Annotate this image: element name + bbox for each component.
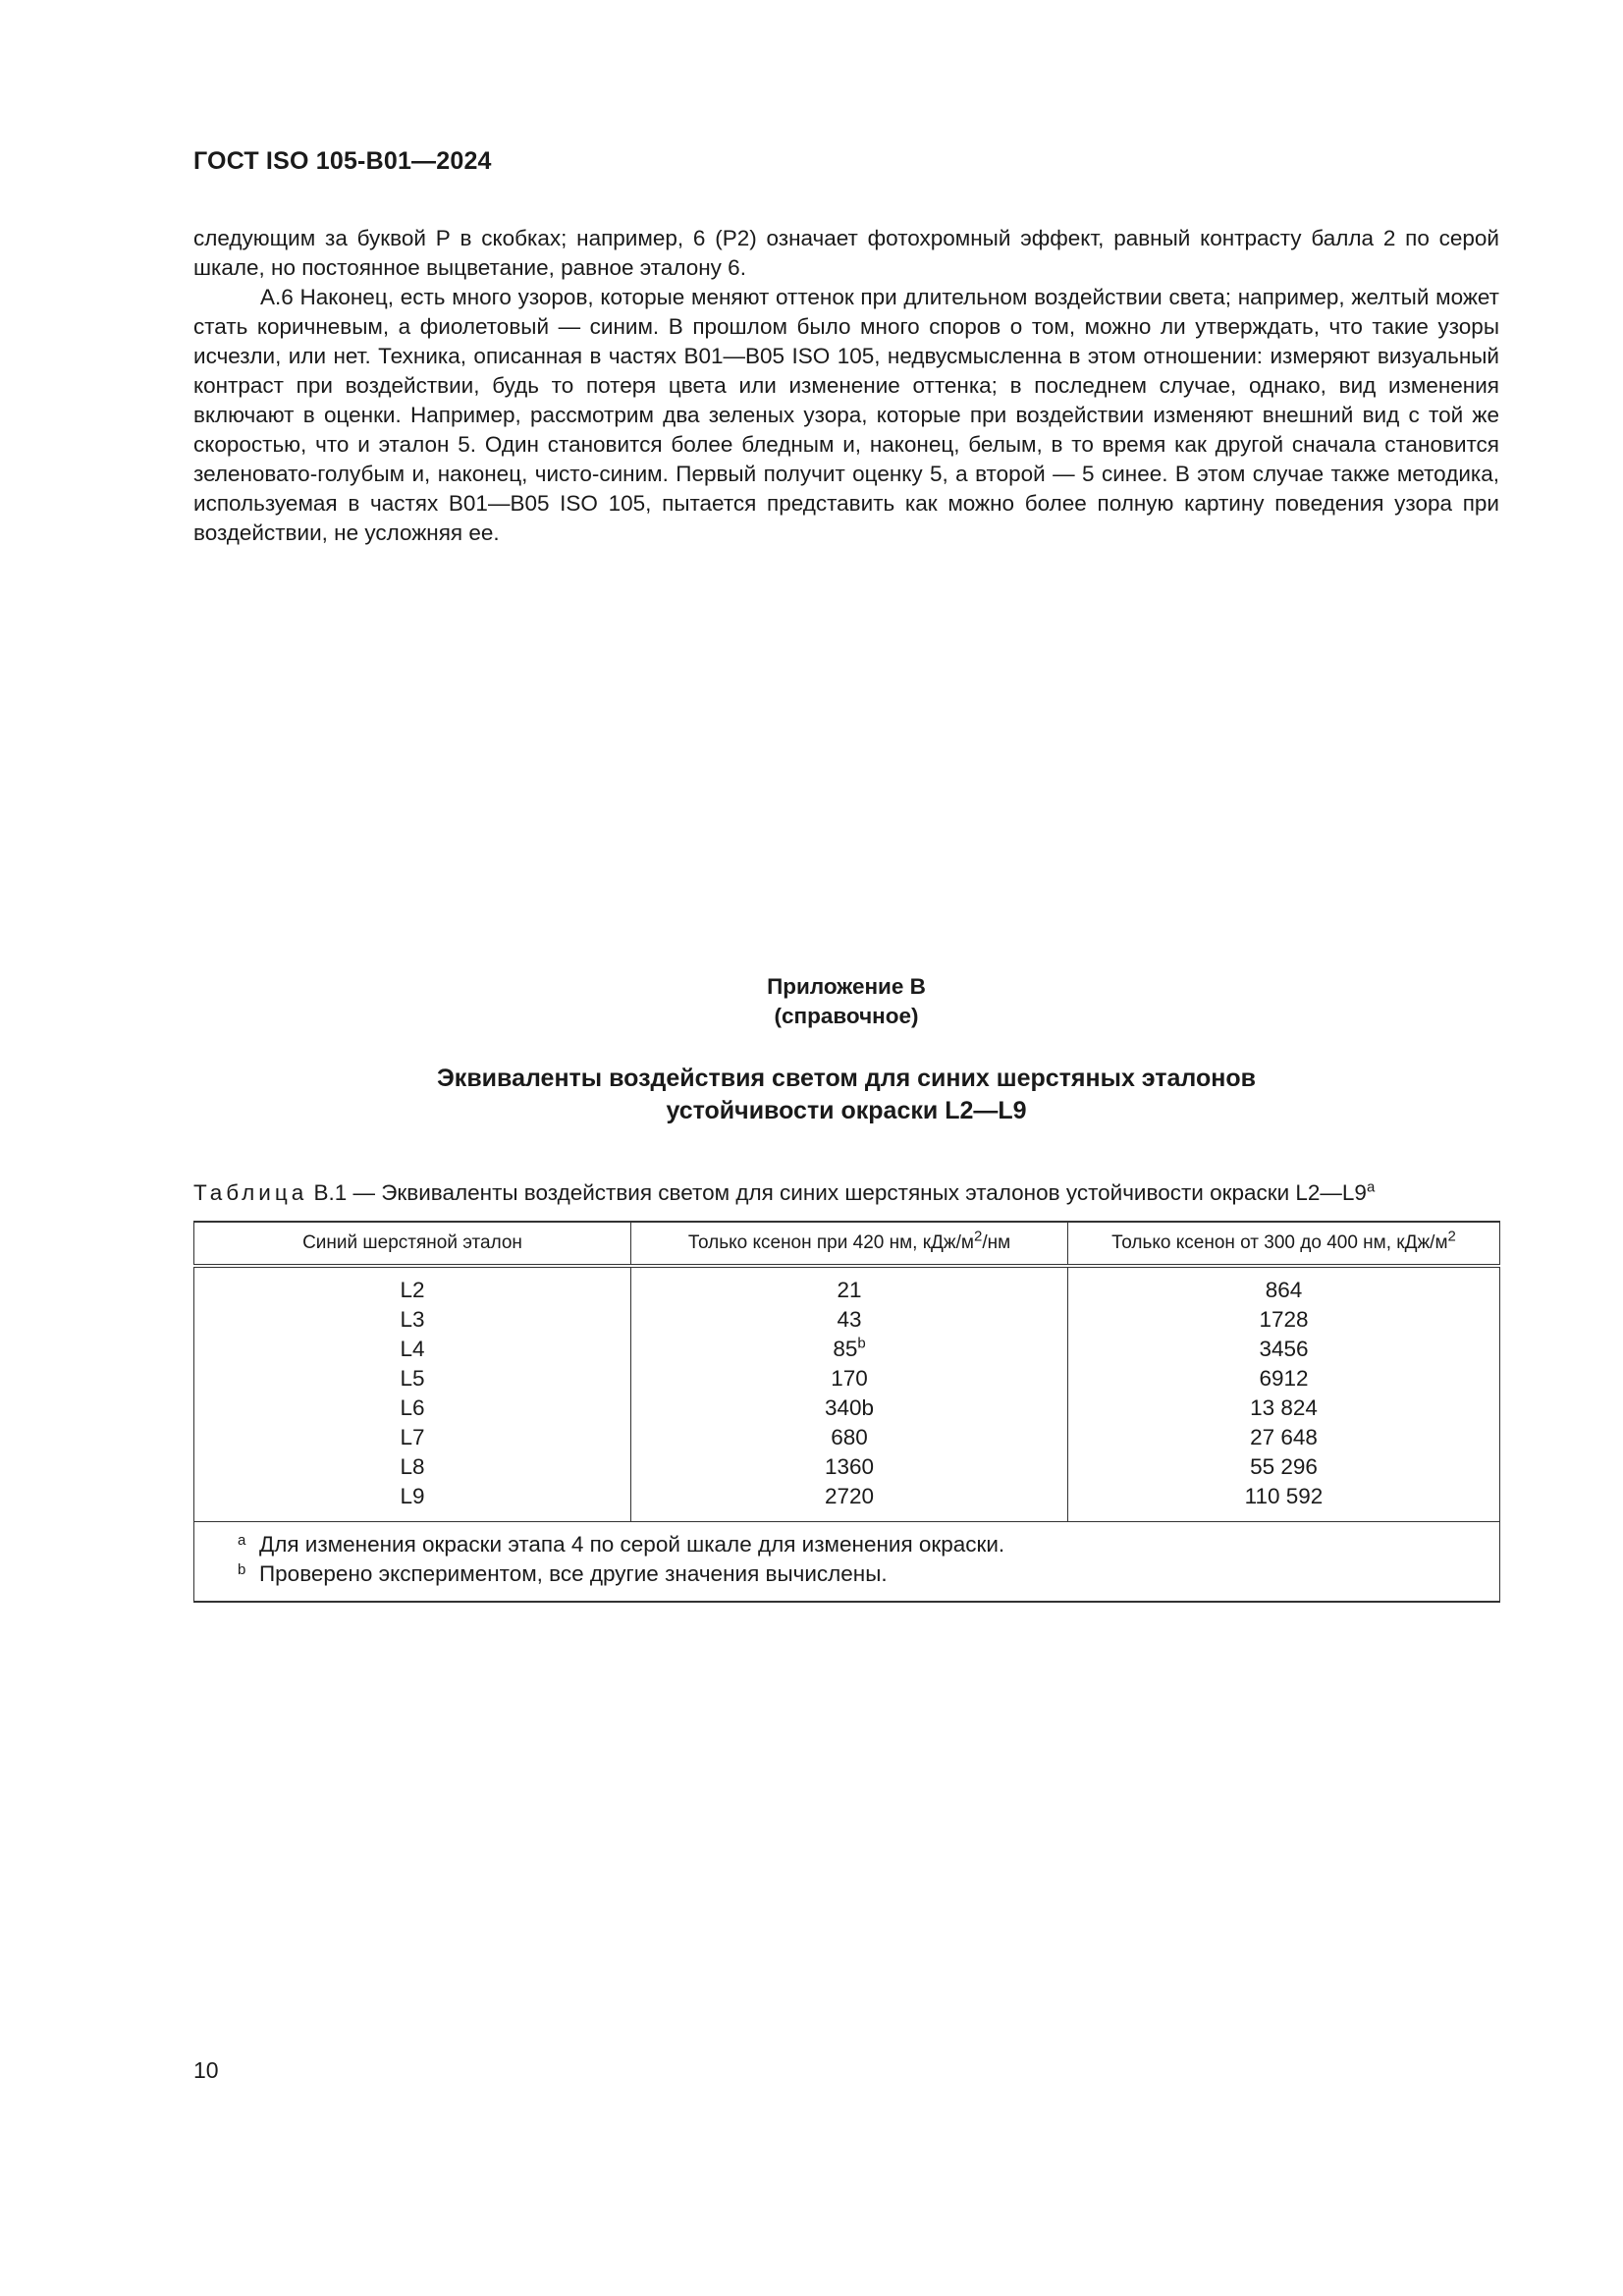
table-row (194, 1394, 1500, 1423)
footnote-reference-mark: b (857, 1335, 866, 1352)
table-caption-text: B.1 — Эквиваленты воздействия светом для синих шерстяных эталонов устойчивости окраски L2—L9 (307, 1180, 1367, 1205)
cell-xenon-420: 2720 (631, 1482, 1068, 1522)
cell-xenon-300-400: 13 824 (1068, 1394, 1500, 1423)
document-code-header: ГОСТ ISO 105-B01—2024 (193, 147, 492, 175)
cell-xenon-420: 43 (631, 1305, 1068, 1335)
footnote-b: b Проверено экспериментом, все другие значения вычислены. (238, 1561, 888, 1586)
cell-blue-wool-reference: L5 (194, 1364, 631, 1394)
cell-xenon-420: 21 (631, 1266, 1068, 1305)
table-caption-footnote-mark: a (1366, 1178, 1376, 1196)
cell-xenon-420: 680 (631, 1423, 1068, 1452)
body-text (193, 224, 1499, 548)
table-caption (193, 1178, 1509, 1208)
table-row (194, 1452, 1500, 1482)
annex-status: (справочное) (774, 1004, 919, 1028)
table-row (194, 1423, 1500, 1452)
cell-xenon-420: 170 (631, 1364, 1068, 1394)
cell-blue-wool-reference: L7 (194, 1423, 631, 1452)
cell-xenon-300-400: 1728 (1068, 1305, 1500, 1335)
table-body (194, 1266, 1500, 1522)
cell-blue-wool-reference: L4 (194, 1335, 631, 1364)
footnote-a: a Для изменения окраски этапа 4 по серой шкале для изменения окраски. (238, 1532, 1005, 1557)
table-row (194, 1364, 1500, 1394)
table-header-row (194, 1222, 1500, 1266)
cell-xenon-300-400: 27 648 (1068, 1423, 1500, 1452)
table-caption-prefix: Таблица (193, 1180, 308, 1205)
column-header-blue-wool-reference: Синий шерстяной эталон (194, 1222, 631, 1266)
table-row (194, 1305, 1500, 1335)
cell-xenon-300-400: 6912 (1068, 1364, 1500, 1394)
cell-xenon-300-400: 864 (1068, 1266, 1500, 1305)
annex-label: Приложение В (767, 974, 926, 999)
table-footnotes-row (194, 1522, 1500, 1603)
cell-xenon-420: 85$^b$ (631, 1335, 1068, 1364)
page-number: 10 (193, 2057, 219, 2083)
cell-xenon-420: 340b (631, 1394, 1068, 1423)
column-header-xenon-300-400: Только ксенон от 300 до 400 нм, кДж/$м^2$ (1068, 1222, 1500, 1266)
annex-title-line2: устойчивости окраски L2—L9 (666, 1097, 1027, 1124)
cell-xenon-300-400: 3456 (1068, 1335, 1500, 1364)
cell-blue-wool-reference: L3 (194, 1305, 631, 1335)
table-footnotes (194, 1522, 1500, 1603)
paragraph-continuation: следующим за буквой Р в скобках; например, 6 (Р2) означает фотохромный эффект, равный контрасту балла 2 по серой шкале, но постоянное выцветание, равное эталону 6. (193, 226, 1499, 280)
column-header-xenon-420: Только ксенон при 420 нм, кДж/$м^2/нм$ (631, 1222, 1068, 1266)
cell-blue-wool-reference: L2 (194, 1266, 631, 1305)
cell-xenon-300-400: 55 296 (1068, 1452, 1500, 1482)
cell-blue-wool-reference: L9 (194, 1482, 631, 1522)
table-container (193, 1221, 1499, 1603)
exposure-equivalents-table (193, 1221, 1500, 1603)
table-row (194, 1482, 1500, 1522)
cell-xenon-300-400: 110 592 (1068, 1482, 1500, 1522)
annex-heading (193, 972, 1499, 1031)
cell-xenon-420: 1360 (631, 1452, 1068, 1482)
annex-title (193, 1063, 1499, 1127)
cell-blue-wool-reference: L8 (194, 1452, 631, 1482)
paragraph-a6: А.6 Наконец, есть много узоров, которые меняют оттенок при длительном воздействии света; например, желтый может стать коричневым, а фиолетовый — синим. В прошлом было много споров о том, можно ли утверждать, что такие узоры исчезли, или нет. Техника, описанная в частях B01—B05 ISO 105, недвусмысленна в этом отношении: измеряют визуальный контраст при воздействии, будь то потеря цвета или изменение оттенка; в последнем случае, однако, вид изменения включают в оценки. Например, рассмотрим два зеленых узора, которые при воздействии изменяют внешний вид с той же скоростью, что и эталон 5. Один становится более бледным и, наконец, белым, в то время как другой сначала становится зеленовато-голубым и, наконец, чисто-синим. Первый получит оценку 5, а второй — 5 синее. В этом случае также методика, используемая в частях B01—B05 ISO 105, пытается представить как можно более полную картину поведения узора при воздействии, не усложняя ее. (193, 285, 1499, 545)
annex-title-line1: Эквиваленты воздействия светом для синих шерстяных эталонов (437, 1065, 1256, 1092)
table-row (194, 1335, 1500, 1364)
cell-blue-wool-reference: L6 (194, 1394, 631, 1423)
table-row (194, 1266, 1500, 1305)
